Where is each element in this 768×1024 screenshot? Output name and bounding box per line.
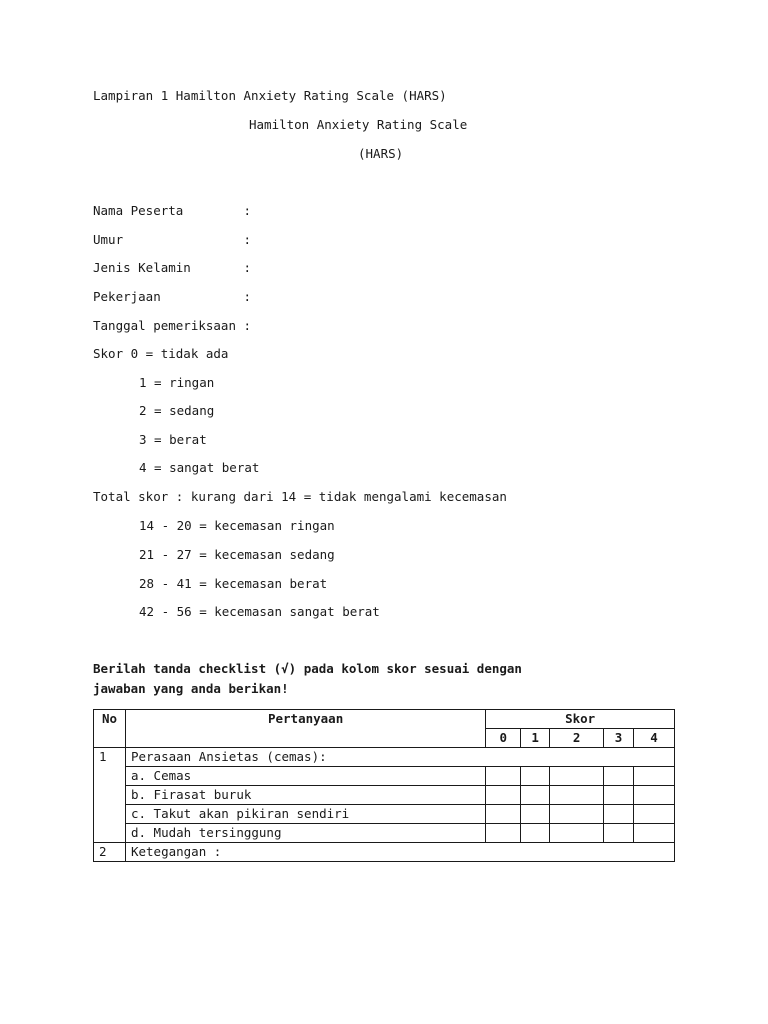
score-cell-0[interactable] <box>486 786 521 805</box>
table-row <box>94 767 675 786</box>
question-sub-item: c. Takut akan pikiran sendiri <box>125 805 485 824</box>
instruction-line: jawaban yang anda berikan! <box>93 681 289 696</box>
instruction-line: Berilah tanda checklist (√) pada kolom skor sesuai dengan <box>93 661 522 676</box>
field-nama-peserta: Nama Peserta : <box>93 203 252 218</box>
field-umur: Umur : <box>93 232 252 247</box>
score-cell-4[interactable] <box>634 786 675 805</box>
score-header-4: 4 <box>634 729 675 748</box>
score-cell-1[interactable] <box>521 805 550 824</box>
skor-intro: Skor 0 = tidak ada <box>93 346 229 361</box>
score-cell-2[interactable] <box>550 767 604 786</box>
score-cell-0[interactable] <box>486 767 521 786</box>
table-row <box>94 805 675 824</box>
skor-level: 4 = sangat berat <box>139 460 260 475</box>
header-skor: Skor <box>486 710 675 729</box>
score-header-2: 2 <box>550 729 604 748</box>
score-cell-2[interactable] <box>550 824 604 843</box>
score-header-0: 0 <box>486 729 521 748</box>
skor-level: 3 = berat <box>139 432 207 447</box>
total-skor-intro: Total skor : kurang dari 14 = tidak mengalami kecemasan <box>93 489 507 504</box>
total-range: 14 - 20 = kecemasan ringan <box>139 518 335 533</box>
table-row <box>94 786 675 805</box>
total-range: 21 - 27 = kecemasan sedang <box>139 547 335 562</box>
score-header-3: 3 <box>604 729 634 748</box>
score-cell-1[interactable] <box>521 786 550 805</box>
total-range: 42 - 56 = kecemasan sangat berat <box>139 604 380 619</box>
question-title: Ketegangan : <box>125 843 674 862</box>
score-cell-0[interactable] <box>486 805 521 824</box>
total-range: 28 - 41 = kecemasan berat <box>139 576 328 591</box>
score-cell-2[interactable] <box>550 786 604 805</box>
score-cell-4[interactable] <box>634 805 675 824</box>
score-cell-3[interactable] <box>604 805 634 824</box>
score-cell-1[interactable] <box>521 824 550 843</box>
header-no: No <box>94 710 126 748</box>
score-cell-4[interactable] <box>634 767 675 786</box>
question-sub-item: a. Cemas <box>125 767 485 786</box>
item-number: 1 <box>94 748 126 843</box>
question-sub-item: b. Firasat buruk <box>125 786 485 805</box>
score-header-1: 1 <box>521 729 550 748</box>
table-row <box>94 843 675 862</box>
header-pertanyaan: Pertanyaan <box>125 710 485 748</box>
question-title: Perasaan Ansietas (cemas): <box>125 748 674 767</box>
score-cell-1[interactable] <box>521 767 550 786</box>
score-cell-3[interactable] <box>604 767 634 786</box>
document-subtitle: (HARS) <box>358 146 404 161</box>
skor-level: 1 = ringan <box>139 375 215 390</box>
field-pekerjaan: Pekerjaan : <box>93 289 252 304</box>
field-tanggal-pemeriksaan: Tanggal pemeriksaan : <box>93 318 252 333</box>
document-title: Hamilton Anxiety Rating Scale <box>249 117 468 132</box>
score-cell-2[interactable] <box>550 805 604 824</box>
score-cell-4[interactable] <box>634 824 675 843</box>
field-jenis-kelamin: Jenis Kelamin : <box>93 260 252 275</box>
skor-level: 2 = sedang <box>139 403 215 418</box>
question-sub-item: d. Mudah tersinggung <box>125 824 485 843</box>
score-cell-3[interactable] <box>604 824 634 843</box>
lampiran-heading: Lampiran 1 Hamilton Anxiety Rating Scale (HARS) <box>93 88 447 103</box>
hars-question-table <box>93 709 675 862</box>
score-cell-0[interactable] <box>486 824 521 843</box>
item-number: 2 <box>94 843 126 862</box>
table-row <box>94 824 675 843</box>
table-header-row <box>94 710 675 729</box>
score-cell-3[interactable] <box>604 786 634 805</box>
table-row <box>94 748 675 767</box>
